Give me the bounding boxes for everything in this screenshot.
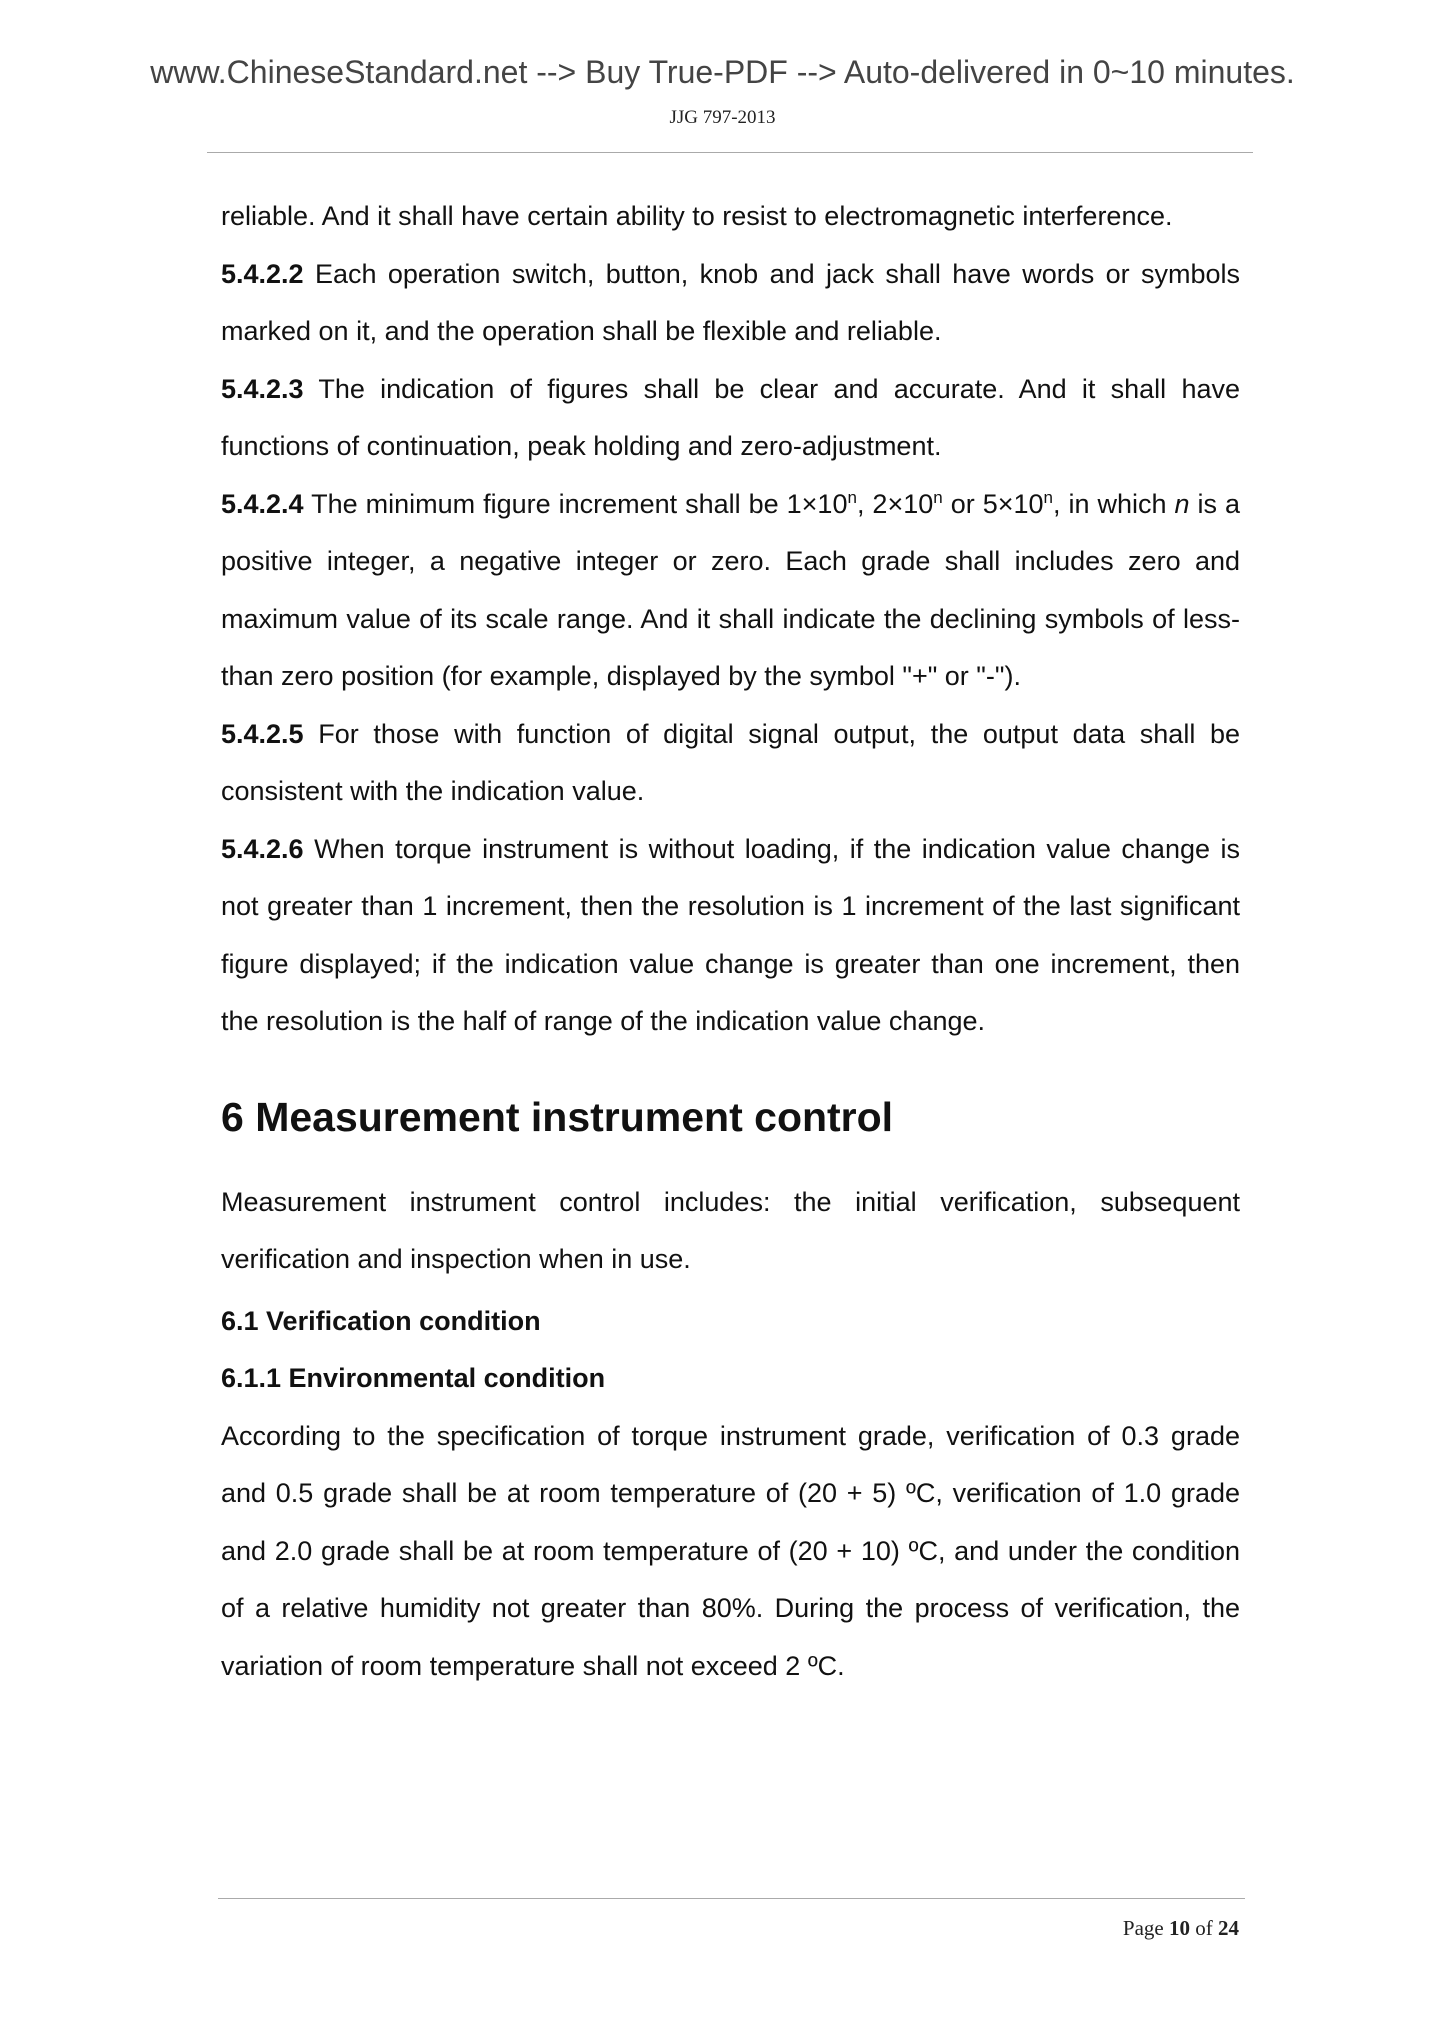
clause-number: 5.4.2.2 — [221, 258, 304, 289]
clause-number: 5.4.2.4 — [221, 488, 304, 519]
clause-text: The indication of figures shall be clear and accurate. And it shall have functions of continuation, peak holding and zero-adjustment. — [221, 373, 1240, 461]
section-6-1-heading: 6.1 Verification condition — [221, 1305, 541, 1336]
page-current: 10 — [1169, 1916, 1190, 1940]
clause-5-4-2-4 — [221, 476, 1240, 706]
page-prefix: Page — [1122, 1916, 1169, 1940]
clause-text: , 2×10 — [856, 488, 934, 519]
page-of: of — [1190, 1916, 1218, 1940]
clause-text: , in which — [1052, 488, 1175, 519]
clause-text: or 5×10 — [942, 488, 1044, 519]
section-6-1-1-heading: 6.1.1 Environmental condition — [221, 1363, 606, 1394]
clause-number: 5.4.2.6 — [221, 833, 304, 864]
exponent: n — [933, 487, 943, 507]
clause-text: Each operation switch, button, knob and jack shall have words or symbols marked on it, and the operation shall be flexible and reliable. — [221, 258, 1240, 346]
clause-5-4-2-5 — [221, 706, 1240, 821]
section-6-intro: Measurement instrument control includes: the initial verification, subsequent verification and inspection when in use. — [221, 1186, 1240, 1275]
source-banner: www.ChineseStandard.net --> Buy True-PDF --> Auto-delivered in 0~10 minutes. — [150, 54, 1295, 90]
section-6-1-1-text: According to the specification of torque instrument grade, verification of 0.3 grade and 0.5 grade shall be at room temperature of (20 + 5) ºC, verification of 1.0 grade and 2.0 grade shall be at room temperature of (20 + 10) ºC, and under the condition of a relative humidity not greater than 80%. During the process of verification, the variation of room temperature shall not exceed 2 ºC. — [221, 1420, 1240, 1681]
exponent: n — [847, 487, 857, 507]
variable-n: n — [1174, 488, 1190, 519]
clause-number: 5.4.2.3 — [221, 373, 304, 404]
exponent: n — [1043, 487, 1053, 507]
clause-text: The minimum figure increment shall be 1×10 — [303, 488, 848, 519]
standard-code: JJG 797-2013 — [669, 107, 776, 128]
clause-5-4-2-6 — [221, 821, 1240, 1051]
paragraph-continued: reliable. And it shall have certain ability to resist to electromagnetic interference. — [221, 201, 1173, 231]
clause-text: When torque instrument is without loading, if the indication value change is not greater than 1 increment, then the resolution is 1 increment of the last significant figure displayed; if the indication value change is greater than one increment, then the resolution is the half of range of the indication value change. — [221, 833, 1240, 1036]
section-6-heading: 6 Measurement instrument control — [221, 1093, 894, 1140]
clause-number: 5.4.2.5 — [221, 718, 304, 749]
clause-5-4-2-3 — [221, 361, 1240, 476]
clause-text: is a positive integer, a negative integer or zero. Each grade shall includes zero and maximum value of its scale range. And it shall indicate the declining symbols of less-than zero position (for example, displayed by the symbol "+" or "-"). — [221, 488, 1240, 691]
page-body — [221, 188, 1240, 1695]
header-divider — [207, 152, 1253, 153]
page-total: 24 — [1218, 1916, 1239, 1940]
clause-text: For those with function of digital signal output, the output data shall be consistent with the indication value. — [221, 718, 1240, 806]
clause-5-4-2-2 — [221, 246, 1240, 361]
page-number — [1123, 1916, 1239, 1941]
footer-divider — [218, 1898, 1245, 1899]
